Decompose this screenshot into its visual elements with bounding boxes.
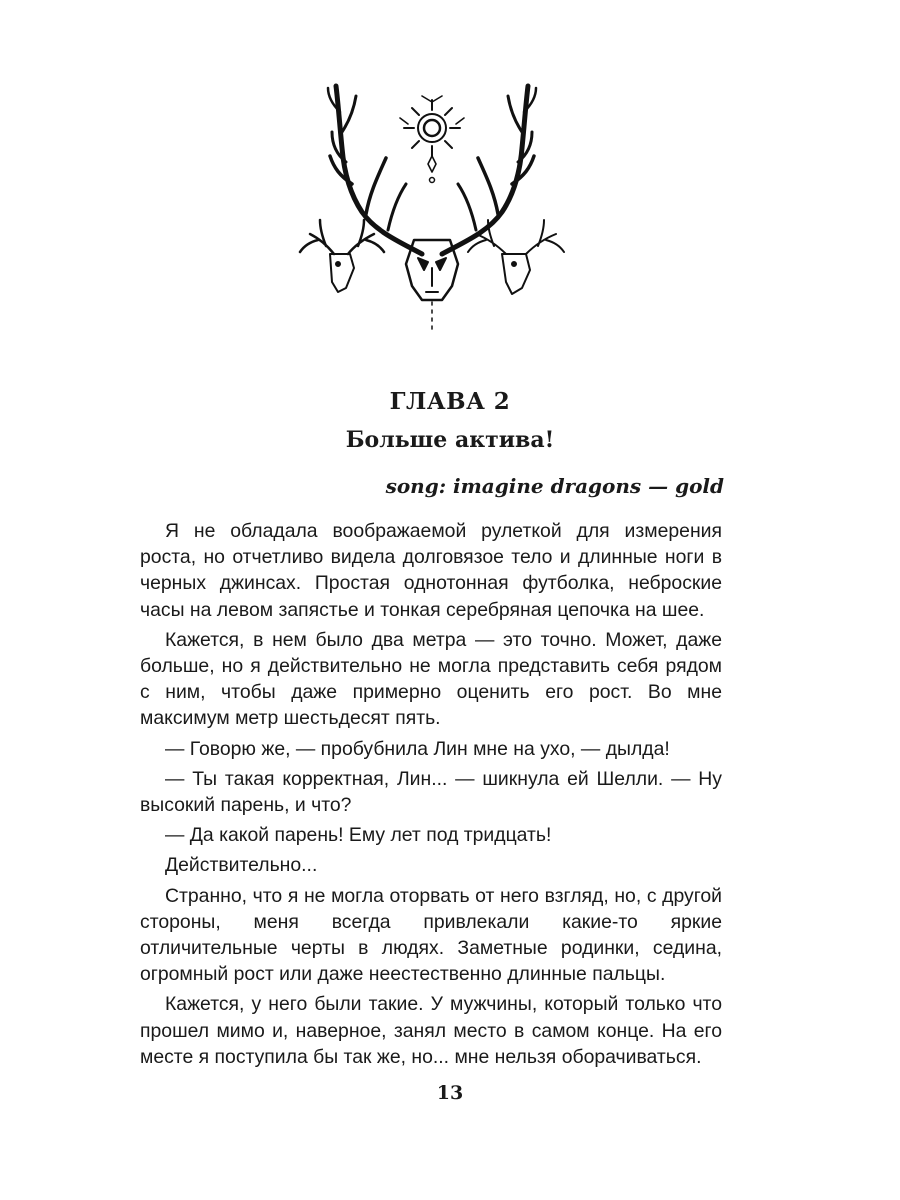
chapter-body [140,518,722,1074]
dialogue-line: — Говорю же, — пробубнила Лин мне на ухо, — дылда! [165,737,670,760]
dialogue-line: — Ты такая корректная, Лин... — шикнула ей Шелли. — Ну высокий парень, и что? [140,767,722,817]
dialogue-line: — Да какой парень! Ему лет под тридцать! [165,824,552,847]
paragraph: Кажется, в нем было два метра — это точно. Может, даже больше, но я действительно не могла представить себя рядом с ним, чтобы даже примерно оценить его рост. Во мне максимум метр шестьдесят пять. [140,628,722,730]
page-number: 13 [436,1082,464,1104]
epigraph: song: imagine dragons — gold [385,474,724,498]
antlers-skulls-ornament-icon [290,72,575,344]
paragraph: Странно, что я не могла оторвать от него взгляд, но, с другой стороны, меня всегда привлекали какие-то яркие отличительные черты в людях. Заметные родинки, седина, огромный рост или даже неестественно длинные пальцы. [140,884,722,986]
chapter-title: ГЛАВА 2 [389,388,511,415]
paragraph: Действительно... [165,854,318,877]
paragraph: Я не обладала воображаемой рулеткой для измерения роста, но отчетливо видела долговязое тело и длинные ноги в черных джинсах. Простая однотонная футболка, неброские часы на левом запястье и тонкая серебряная цепочка на шее. [140,520,722,621]
paragraph: Кажется, у него были такие. У мужчины, который только что прошел мимо и, наверное, занял место в самом конце. На его месте я поступила бы так же, но... мне нельзя оборачиваться. [140,993,722,1068]
chapter-subtitle: Больше актива! [345,427,555,453]
